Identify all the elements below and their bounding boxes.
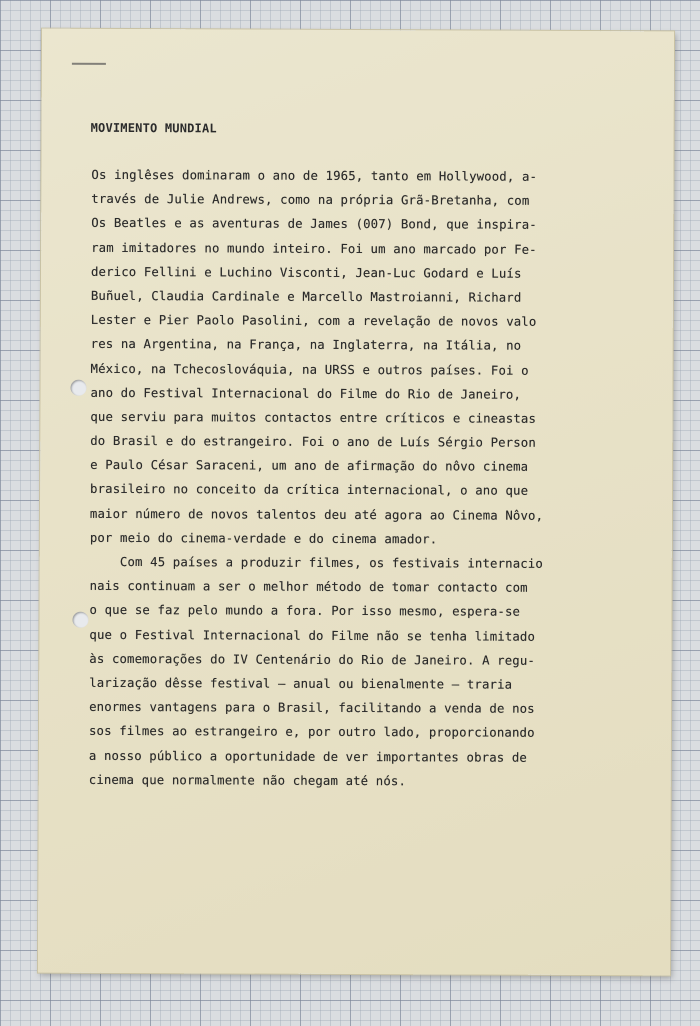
text-line: que serviu para muitos contactos entre críticos e cineastas xyxy=(90,409,537,426)
text-line: às comemorações do IV Centenário do Rio de Janeiro. A regu- xyxy=(89,651,535,668)
text-line: o que se faz pelo mundo a fora. Por isso mesmo, espera-se xyxy=(89,603,521,620)
text-line: derico Fellini e Luchino Visconti, Jean-Luc Godard e Luís xyxy=(90,264,522,281)
text-line: maior número de novos talentos deu até agora ao Cinema Nôvo, xyxy=(89,506,544,523)
text-line: a nosso público a oportunidade de ver importantes obras de xyxy=(88,748,528,765)
text-line: por meio do cinema-verdade e do cinema amador. xyxy=(89,530,438,547)
text-line: brasileiro no conceito da crítica internacional, o ano que xyxy=(90,482,529,499)
text-line: Lester e Pier Paolo Pasolini, com a revelação de novos valo xyxy=(90,312,537,329)
text-line: México, na Tchecoslováquia, na URSS e outros países. Foi o xyxy=(90,361,529,378)
text-line: Com 45 países a produzir filmes, os festivais internacio xyxy=(89,554,543,571)
text-line: Buñuel, Claudia Cardinale e Marcello Mastroianni, Richard xyxy=(90,288,522,305)
text-line: ram imitadores no mundo inteiro. Foi um ano marcado por Fe- xyxy=(91,240,537,257)
text-line: ano do Festival Internacional do Filme do Rio de Janeiro, xyxy=(90,385,522,402)
text-line: do Brasil e do estrangeiro. Foi o ano de Luís Sérgio Person xyxy=(90,433,536,450)
text-line: sos filmes ao estrangeiro e, por outro lado, proporcionando xyxy=(88,724,535,741)
text-line: Os Beatles e as aventuras de James (007) Bond, que inspira- xyxy=(91,216,537,233)
text-line: través de Julie Andrews, como na própria Grã-Bretanha, com xyxy=(91,192,530,208)
text-line: larização dêsse festival — anual ou bienalmente — traria xyxy=(89,675,513,692)
typewritten-page xyxy=(38,29,674,976)
punch-hole-top xyxy=(70,380,86,396)
body-text xyxy=(89,163,562,794)
text-line: nais continuam a ser o melhor método de tomar contacto com xyxy=(89,579,528,595)
punch-hole-bottom xyxy=(72,612,88,628)
pen-mark xyxy=(72,63,106,65)
text-line: cinema que normalmente não chegam até nós. xyxy=(88,772,407,788)
text-line: Os inglêses dominaram o ano de 1965, tanto em Hollywood, a- xyxy=(91,167,538,184)
document-title: MOVIMENTO MUNDIAL xyxy=(90,120,217,136)
text-line: res na Argentina, na França, na Inglaterra, na Itália, no xyxy=(90,337,522,354)
text-line: que o Festival Internacional do Filme não se tenha limitado xyxy=(89,627,536,644)
text-line: enormes vantagens para o Brasil, facilitando a venda de nos xyxy=(89,699,535,716)
text-line: e Paulo César Saraceni, um ano de afirmação do nôvo cinema xyxy=(90,458,529,475)
